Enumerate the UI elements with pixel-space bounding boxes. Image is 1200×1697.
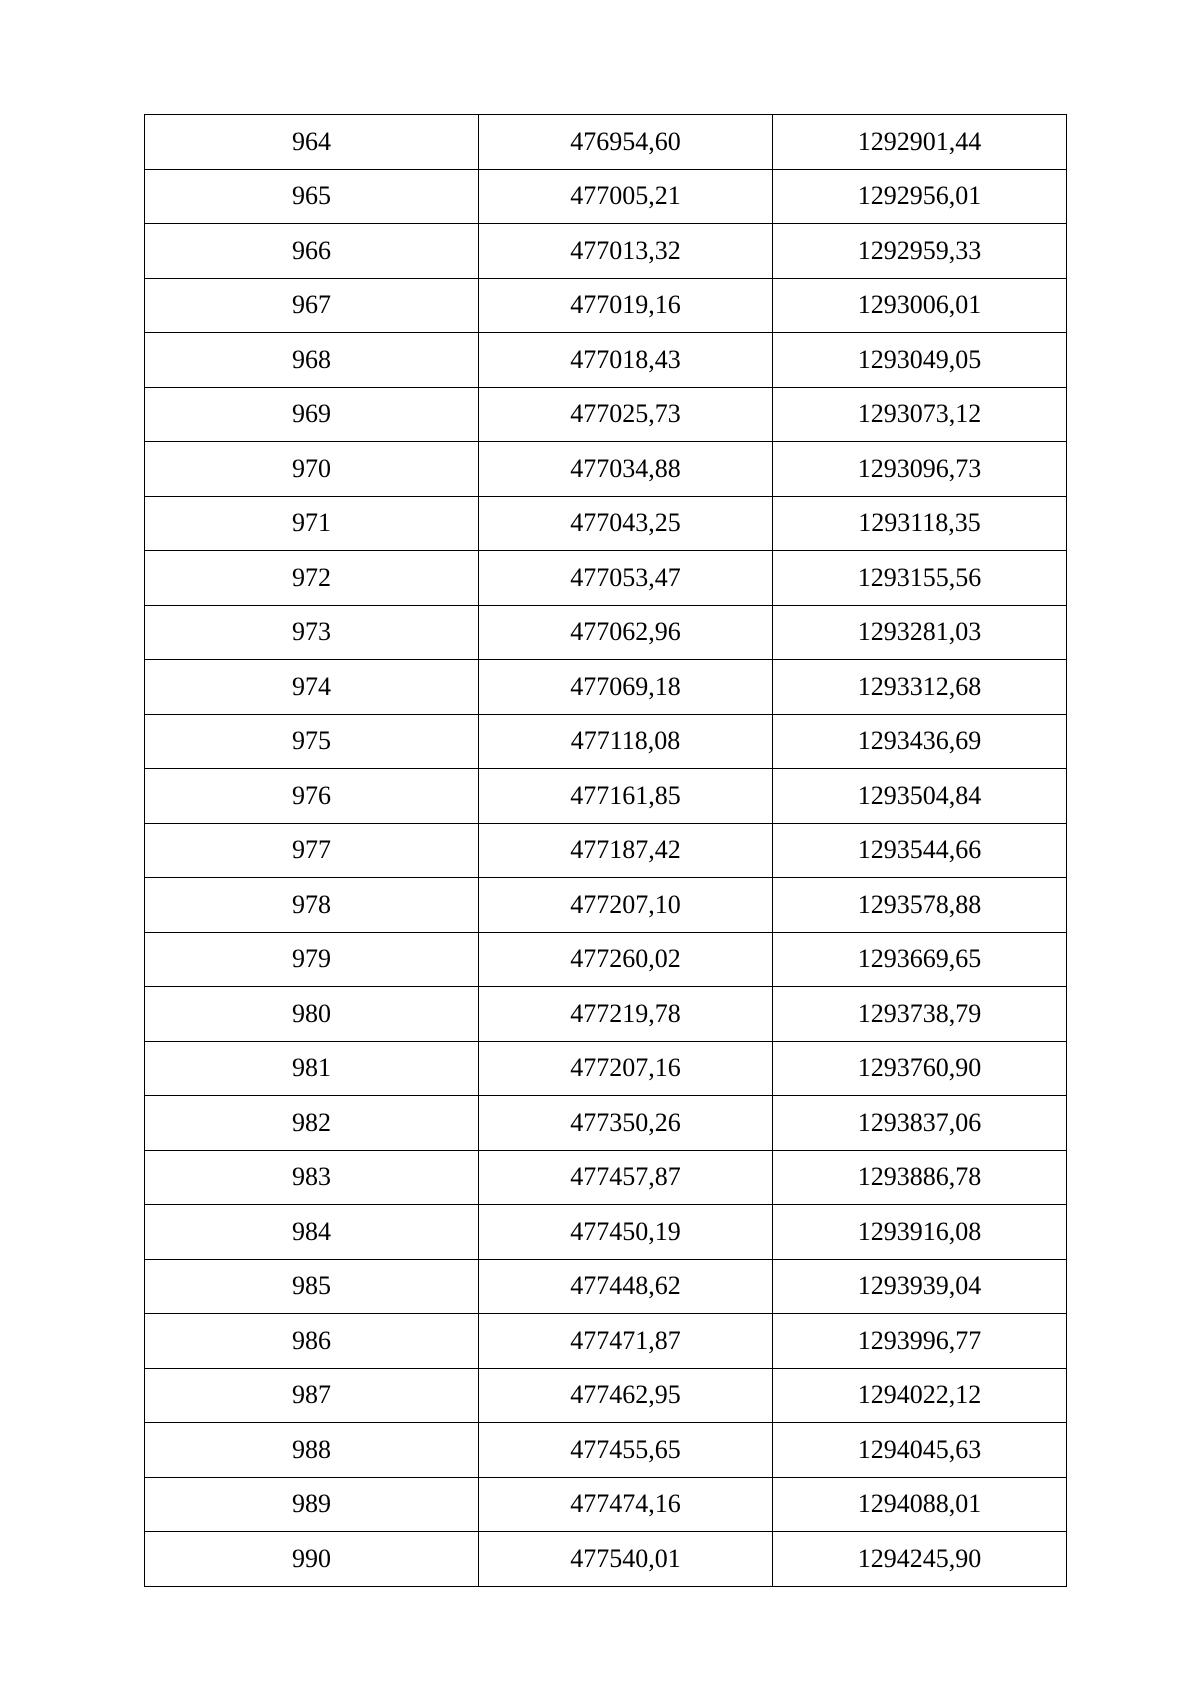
y-coordinate-cell: 1292956,01 (773, 169, 1067, 224)
table-row (145, 1532, 1067, 1587)
x-coordinate-cell: 477471,87 (479, 1314, 773, 1369)
table-row (145, 1368, 1067, 1423)
y-coordinate-cell: 1293073,12 (773, 387, 1067, 442)
x-coordinate-cell: 477161,85 (479, 769, 773, 824)
y-coordinate-cell: 1293669,65 (773, 932, 1067, 987)
point-number-cell: 967 (145, 278, 479, 333)
x-coordinate-cell: 477005,21 (479, 169, 773, 224)
point-number-cell: 984 (145, 1205, 479, 1260)
x-coordinate-cell: 477013,32 (479, 224, 773, 279)
point-number-cell: 972 (145, 551, 479, 606)
table-row (145, 169, 1067, 224)
y-coordinate-cell: 1293760,90 (773, 1041, 1067, 1096)
point-number-cell: 989 (145, 1477, 479, 1532)
coordinates-table (144, 114, 1067, 1587)
y-coordinate-cell: 1293118,35 (773, 496, 1067, 551)
y-coordinate-cell: 1293006,01 (773, 278, 1067, 333)
x-coordinate-cell: 477540,01 (479, 1532, 773, 1587)
table-row (145, 878, 1067, 933)
y-coordinate-cell: 1293155,56 (773, 551, 1067, 606)
point-number-cell: 980 (145, 987, 479, 1042)
table-row (145, 823, 1067, 878)
y-coordinate-cell: 1293738,79 (773, 987, 1067, 1042)
table-row (145, 714, 1067, 769)
x-coordinate-cell: 477219,78 (479, 987, 773, 1042)
y-coordinate-cell: 1293281,03 (773, 605, 1067, 660)
point-number-cell: 977 (145, 823, 479, 878)
y-coordinate-cell: 1293886,78 (773, 1150, 1067, 1205)
y-coordinate-cell: 1293544,66 (773, 823, 1067, 878)
point-number-cell: 986 (145, 1314, 479, 1369)
table-body (145, 115, 1067, 1587)
x-coordinate-cell: 477025,73 (479, 387, 773, 442)
y-coordinate-cell: 1293504,84 (773, 769, 1067, 824)
table-row (145, 932, 1067, 987)
x-coordinate-cell: 476954,60 (479, 115, 773, 170)
table-row (145, 1150, 1067, 1205)
x-coordinate-cell: 477034,88 (479, 442, 773, 497)
point-number-cell: 990 (145, 1532, 479, 1587)
x-coordinate-cell: 477053,47 (479, 551, 773, 606)
table-row (145, 551, 1067, 606)
table-row (145, 1423, 1067, 1478)
y-coordinate-cell: 1293096,73 (773, 442, 1067, 497)
x-coordinate-cell: 477069,18 (479, 660, 773, 715)
x-coordinate-cell: 477207,16 (479, 1041, 773, 1096)
table-row (145, 1259, 1067, 1314)
table-row (145, 224, 1067, 279)
y-coordinate-cell: 1293312,68 (773, 660, 1067, 715)
y-coordinate-cell: 1292959,33 (773, 224, 1067, 279)
x-coordinate-cell: 477260,02 (479, 932, 773, 987)
x-coordinate-cell: 477118,08 (479, 714, 773, 769)
point-number-cell: 968 (145, 333, 479, 388)
point-number-cell: 981 (145, 1041, 479, 1096)
table-row (145, 660, 1067, 715)
y-coordinate-cell: 1293916,08 (773, 1205, 1067, 1260)
point-number-cell: 983 (145, 1150, 479, 1205)
x-coordinate-cell: 477018,43 (479, 333, 773, 388)
point-number-cell: 974 (145, 660, 479, 715)
x-coordinate-cell: 477207,10 (479, 878, 773, 933)
x-coordinate-cell: 477455,65 (479, 1423, 773, 1478)
point-number-cell: 982 (145, 1096, 479, 1151)
point-number-cell: 978 (145, 878, 479, 933)
point-number-cell: 965 (145, 169, 479, 224)
table-row (145, 115, 1067, 170)
point-number-cell: 987 (145, 1368, 479, 1423)
y-coordinate-cell: 1293436,69 (773, 714, 1067, 769)
table-row (145, 1096, 1067, 1151)
point-number-cell: 975 (145, 714, 479, 769)
table-row (145, 1314, 1067, 1369)
y-coordinate-cell: 1293939,04 (773, 1259, 1067, 1314)
x-coordinate-cell: 477474,16 (479, 1477, 773, 1532)
y-coordinate-cell: 1293837,06 (773, 1096, 1067, 1151)
point-number-cell: 985 (145, 1259, 479, 1314)
x-coordinate-cell: 477019,16 (479, 278, 773, 333)
table-row (145, 442, 1067, 497)
table-row (145, 278, 1067, 333)
y-coordinate-cell: 1294045,63 (773, 1423, 1067, 1478)
point-number-cell: 964 (145, 115, 479, 170)
table-row (145, 605, 1067, 660)
y-coordinate-cell: 1292901,44 (773, 115, 1067, 170)
point-number-cell: 970 (145, 442, 479, 497)
table-row (145, 1205, 1067, 1260)
table-row (145, 1477, 1067, 1532)
x-coordinate-cell: 477457,87 (479, 1150, 773, 1205)
x-coordinate-cell: 477450,19 (479, 1205, 773, 1260)
point-number-cell: 973 (145, 605, 479, 660)
table-row (145, 496, 1067, 551)
table-row (145, 769, 1067, 824)
x-coordinate-cell: 477062,96 (479, 605, 773, 660)
table-row (145, 987, 1067, 1042)
point-number-cell: 976 (145, 769, 479, 824)
x-coordinate-cell: 477187,42 (479, 823, 773, 878)
point-number-cell: 988 (145, 1423, 479, 1478)
y-coordinate-cell: 1293578,88 (773, 878, 1067, 933)
x-coordinate-cell: 477350,26 (479, 1096, 773, 1151)
table-row (145, 1041, 1067, 1096)
point-number-cell: 979 (145, 932, 479, 987)
x-coordinate-cell: 477462,95 (479, 1368, 773, 1423)
y-coordinate-cell: 1294245,90 (773, 1532, 1067, 1587)
point-number-cell: 971 (145, 496, 479, 551)
y-coordinate-cell: 1293996,77 (773, 1314, 1067, 1369)
x-coordinate-cell: 477043,25 (479, 496, 773, 551)
y-coordinate-cell: 1294088,01 (773, 1477, 1067, 1532)
y-coordinate-cell: 1293049,05 (773, 333, 1067, 388)
table-row (145, 387, 1067, 442)
table-row (145, 333, 1067, 388)
point-number-cell: 966 (145, 224, 479, 279)
y-coordinate-cell: 1294022,12 (773, 1368, 1067, 1423)
point-number-cell: 969 (145, 387, 479, 442)
x-coordinate-cell: 477448,62 (479, 1259, 773, 1314)
